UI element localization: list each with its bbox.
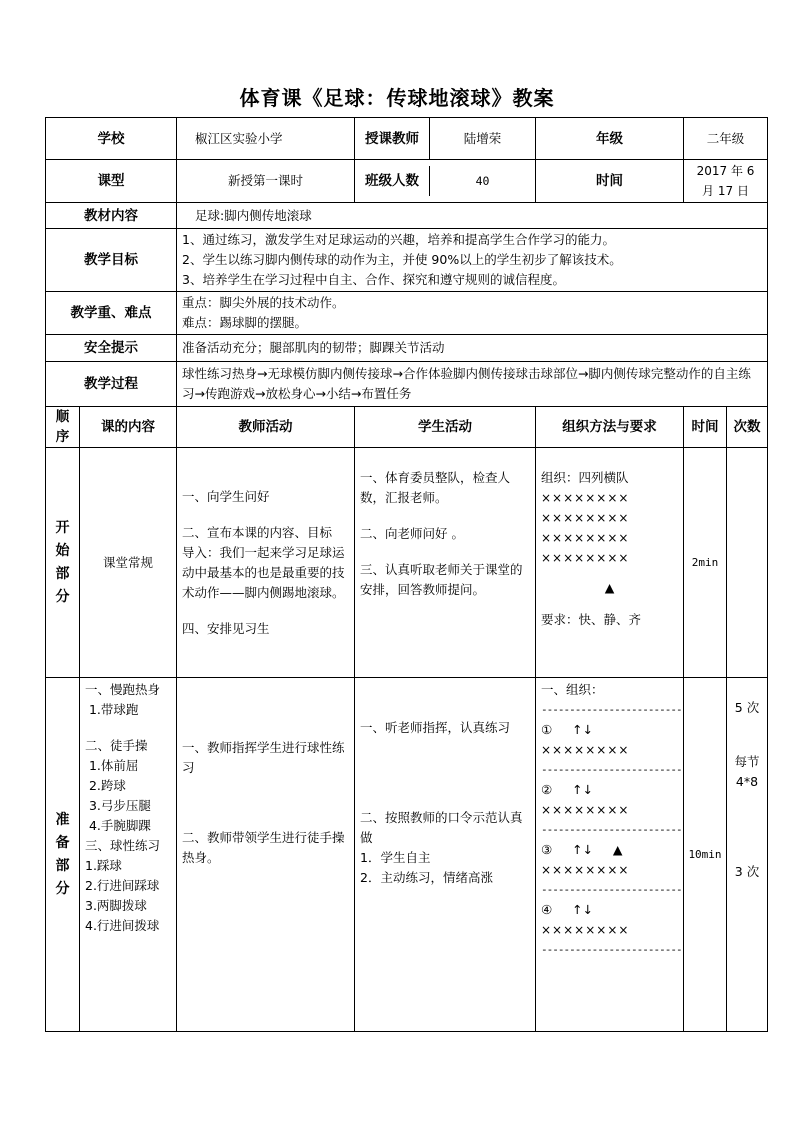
start-section-name: 开始部分 (46, 448, 80, 678)
safety-row (46, 335, 768, 362)
org-requirement: 要求：快、静、齐 (541, 612, 642, 627)
lesson-plan-table (45, 117, 768, 1032)
lesson-line: 2.跨球 (85, 778, 126, 793)
lesson-line (85, 720, 171, 736)
type-value: 新授第一课时 (177, 160, 355, 203)
page-title: 体育课《足球：传球地滚球》教案 (239, 86, 555, 110)
formation-row: ×××××××× (541, 923, 630, 937)
class-size-cell (355, 160, 536, 203)
start-count (727, 448, 768, 678)
student-line (360, 508, 530, 524)
start-student-activity (355, 448, 536, 678)
arrows-icon: ↑↓ (572, 722, 594, 737)
teacher-line (182, 603, 349, 619)
formation-row: ×××××××× (541, 511, 630, 525)
type-label: 课型 (46, 160, 177, 203)
col-count: 次数 (727, 407, 768, 448)
org-title: 一、组织： (541, 682, 604, 697)
lesson-line: 3.两脚拨球 (85, 898, 147, 913)
group-number: ① (541, 722, 553, 737)
keypoints-list (177, 292, 768, 335)
start-teacher-activity (177, 448, 355, 678)
group-number: ④ (541, 902, 553, 917)
start-organization (536, 448, 684, 678)
col-lesson-content: 课的内容 (80, 407, 177, 448)
col-teacher-activity: 教师活动 (177, 407, 355, 448)
process-value: 球性练习热身→无球模仿脚内侧传接球→合作体验脚内侧传接球击球部位→脚内侧传球完整动作的自主练习→传跑游戏→放松身心→小结→布置任务 (177, 362, 768, 407)
teacher-label: 授课教师 (355, 118, 430, 159)
start-section-row (46, 448, 768, 678)
group-number: ③ (541, 842, 553, 857)
teacher-value: 陆增荣 (463, 130, 502, 146)
teacher-line (182, 507, 349, 523)
arrows-icon: ↑↓ (572, 782, 594, 797)
group-header (541, 780, 678, 800)
start-lesson-content: 课堂常规 (80, 448, 177, 678)
header-row-2 (46, 160, 768, 203)
count-line: 4*8 (735, 774, 759, 789)
lesson-line: 1.带球跑 (85, 702, 139, 717)
student-line: 二、向老师问好 。 (360, 526, 464, 541)
goal-item: 3、培养学生在学习过程中自主、合作、探究和遵守规则的诚信程度。 (182, 272, 565, 287)
lesson-line: 1.体前屈 (85, 758, 139, 773)
prep-time: 10min (684, 678, 727, 1032)
teacher-line: 一、向学生问好 (182, 488, 270, 504)
group-header (541, 720, 678, 740)
lesson-line: 4.行进间拨球 (85, 918, 160, 933)
student-line: 一、听老师指挥，认真练习 (360, 720, 511, 735)
student-line (360, 544, 530, 560)
col-organization: 组织方法与要求 (536, 407, 684, 448)
teacher-marker-icon: ▲ (612, 842, 623, 857)
student-line: 二、按照教师的口令示范认真做 (360, 810, 523, 845)
formation-row: ×××××××× (541, 803, 630, 817)
divider: ------------------------- (541, 703, 682, 716)
process-label: 教学过程 (46, 362, 177, 407)
student-line: 2．主动练习，情绪高涨 (360, 870, 493, 885)
arrows-icon: ↑↓ (572, 902, 594, 917)
goals-row (46, 229, 768, 292)
count-line: 3 次 (734, 864, 760, 879)
teacher-line: 导入：我们一起来学习足球运动中最基本的也是最重要的技术动作——脚内侧踢地滚球。 (182, 544, 345, 600)
goals-list (177, 229, 768, 292)
col-time: 时间 (684, 407, 727, 448)
header-row-1 (46, 118, 768, 160)
formation-row: ×××××××× (541, 491, 630, 505)
count-line: 5 次 (734, 700, 760, 715)
divider: ------------------------- (541, 943, 682, 956)
lesson-line: 一、慢跑热身 (85, 682, 161, 697)
grade-value: 二年级 (684, 118, 768, 160)
formation-row: ×××××××× (541, 863, 630, 877)
group-number: ② (541, 782, 553, 797)
prep-lesson-content (80, 678, 177, 1032)
prep-student-activity (355, 678, 536, 1032)
time-label: 时间 (536, 160, 684, 203)
lesson-line: 二、徒手操 (85, 738, 148, 753)
content-label: 教材内容 (46, 203, 177, 229)
goal-item: 1、通过练习，激发学生对足球运动的兴趣，培养和提高学生合作学习的能力。 (182, 232, 615, 247)
prep-count (727, 678, 768, 1032)
prep-section-row (46, 678, 768, 1032)
divider: ------------------------- (541, 823, 682, 836)
content-row (46, 203, 768, 229)
school-label: 学校 (46, 118, 177, 160)
group-header (541, 840, 678, 860)
student-line: 1．学生自主 (360, 850, 431, 865)
student-line: 三、认真听取老师关于课堂的安排，回答教师提问。 (360, 562, 523, 597)
lesson-line: 三、球性练习 1.踩球 (85, 838, 164, 873)
formation-row: ×××××××× (541, 551, 630, 565)
keypoints-label: 教学重、难点 (46, 292, 177, 335)
class-size-value: 40 (475, 174, 490, 188)
org-title: 组织：四列横队 (541, 470, 629, 485)
keypoint-item: 难点：踢球脚的摆腿。 (182, 315, 308, 330)
teacher-marker-icon: ▲ (604, 580, 615, 595)
class-size-label: 班级人数 (355, 166, 430, 196)
col-student-activity: 学生活动 (355, 407, 536, 448)
goals-label: 教学目标 (46, 229, 177, 292)
time-value: 2017 年 6 月 17 日 (684, 160, 768, 203)
teacher-line: 四、安排见习生 (182, 620, 270, 636)
divider: ------------------------- (541, 763, 682, 776)
start-time: 2min (684, 448, 727, 678)
grade-label: 年级 (536, 118, 684, 160)
keypoints-row (46, 292, 768, 335)
teacher-line: 一、教师指挥学生进行球性练习 (182, 740, 345, 775)
content-value: 足球:脚内侧传地滚球 (177, 203, 768, 229)
lesson-line: 3.弓步压腿 (85, 798, 151, 813)
teacher-cell (355, 118, 536, 160)
group-header (541, 900, 678, 920)
count-line: 每节 (734, 754, 760, 769)
prep-section-name: 准备部分 (46, 678, 80, 1032)
safety-label: 安全提示 (46, 335, 177, 362)
formation-row: ×××××××× (541, 743, 630, 757)
prep-organization (536, 678, 684, 1032)
prep-teacher-activity (177, 678, 355, 1032)
student-line: 一、体育委员整队，检查人数，汇报老师。 (360, 470, 511, 505)
divider: ------------------------- (541, 883, 682, 896)
safety-value: 准备活动充分；腿部肌肉的韧带；脚踝关节活动 (177, 335, 768, 362)
col-order: 顺序 (46, 407, 80, 448)
arrows-icon: ↑↓ (572, 842, 594, 857)
goal-item: 2、学生以练习脚内侧传球的动作为主，并使 90%以上的学生初步了解该技术。 (182, 252, 622, 267)
formation-row: ×××××××× (541, 531, 630, 545)
teacher-line: 二、教师带领学生进行徒手操热身。 (182, 830, 345, 865)
school-value: 椒江区实验小学 (177, 118, 355, 160)
keypoint-item: 重点：脚尖外展的技术动作。 (182, 295, 345, 310)
column-header-row (46, 407, 768, 448)
process-row (46, 362, 768, 407)
lesson-line: 2.行进间踩球 (85, 878, 160, 893)
teacher-line: 二、宣布本课的内容、目标 (182, 524, 333, 540)
lesson-line: 4.手腕脚踝 (85, 818, 151, 833)
